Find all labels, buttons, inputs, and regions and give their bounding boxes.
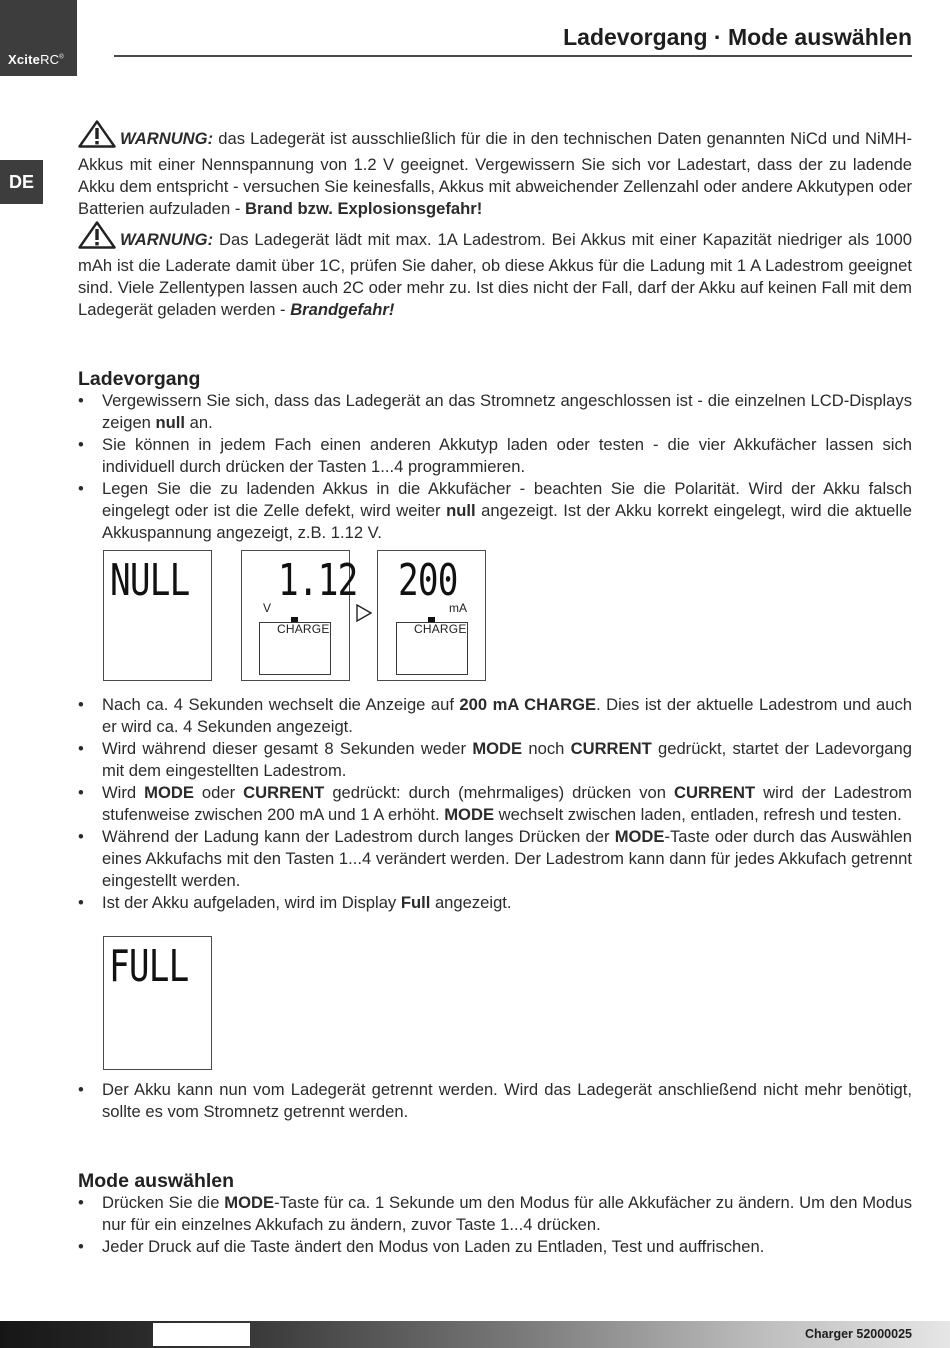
- lcd-value: 1.12: [278, 555, 358, 606]
- lcd-unit: mA: [449, 601, 467, 615]
- list-item: • Der Akku kann nun vom Ladegerät getrennt werden. Wird das Ladegerät anschließend nicht mehr benötigt, sollte es vom Stromnetz getrennt werden.: [78, 1079, 912, 1123]
- warning-label: WARNUNG:: [120, 230, 214, 249]
- bullet-list: [78, 390, 912, 544]
- warning-block-1: [78, 120, 912, 220]
- list-item: • Wird während dieser gesamt 8 Sekunden weder MODE noch CURRENT gedrückt, startet der Ladevorgang mit dem eingestellten Ladestrom.: [78, 738, 912, 782]
- brand-logo: [0, 0, 77, 76]
- lcd-display-null: [103, 550, 212, 681]
- lcd-value: FULL: [109, 941, 189, 992]
- section-heading: Ladevorgang: [78, 368, 201, 390]
- list-item: • Jeder Druck auf die Taste ändert den Modus von Laden zu Entladen, Test und auffrischen.: [78, 1236, 912, 1258]
- list-item: • Vergewissern Sie sich, dass das Ladegerät an das Stromnetz angeschlossen ist - die einzelnen LCD-Displays zeigen null an.: [78, 390, 912, 434]
- lcd-value: NULL: [110, 555, 190, 606]
- brand-name: XciteRC®: [8, 52, 64, 67]
- warning-triangle-icon: [78, 221, 116, 255]
- footer-product: Charger 52000025: [804, 1327, 912, 1341]
- list-item: • Sie können in jedem Fach einen anderen Akkutyp laden oder testen - die vier Akkufächer lassen sich individuell durch drücken der Tasten 1...4 programmieren.: [78, 434, 912, 478]
- section-ladevorgang-steps: [78, 694, 912, 914]
- footer-page-marker: [153, 1323, 250, 1346]
- section-ladevorgang-end: [78, 1079, 912, 1123]
- list-item: • Nach ca. 4 Sekunden wechselt die Anzeige auf 200 mA CHARGE. Dies ist der aktuelle Ladestrom und auch er wird ca. 4 Sekunden angezeigt.: [78, 694, 912, 738]
- lcd-value: 200: [398, 555, 458, 606]
- warning-block-2: [78, 221, 912, 321]
- bullet-list: [78, 1079, 912, 1123]
- lcd-unit: V: [263, 601, 272, 615]
- list-item: • Legen Sie die zu ladenden Akkus in die Akkufächer - beachten Sie die Polarität. Wird der Akku falsch eingelegt oder ist die Zelle defekt, wird weiter null angezeigt. Ist der Akku korrekt eingelegt, wird die aktuelle Akkuspannung angezeigt, z.B. 1.12 V.: [78, 478, 912, 544]
- page-title: Ladevorgang · Mode auswählen: [563, 24, 912, 50]
- list-item: • Ist der Akku aufgeladen, wird im Display Full angezeigt.: [78, 892, 912, 914]
- warning-emphasis: Brandgefahr!: [290, 300, 395, 319]
- list-item: • Wird MODE oder CURRENT gedrückt: durch (mehrmaliges) drücken von CURRENT wird der Ladestrom stufenweise zwischen 200 mA und 1 A erhöht. MODE wechselt zwischen laden, entladen, refresh und testen.: [78, 782, 912, 826]
- warning-label: WARNUNG:: [120, 129, 214, 148]
- warning-triangle-icon: [78, 120, 116, 154]
- lcd-display-current: [377, 550, 486, 681]
- section-mode: [78, 1170, 912, 1258]
- lcd-charge-label: CHARGE: [414, 622, 467, 636]
- header-divider: [114, 55, 912, 57]
- section-heading: Mode auswählen: [78, 1170, 235, 1192]
- list-item: • Drücken Sie die MODE-Taste für ca. 1 Sekunde um den Modus für alle Akkufächer zu ändern. Um den Modus nur für ein einzelnes Akkufach zu ändern, zuvor Taste 1...4 drücken.: [78, 1192, 912, 1236]
- warning-text: Das Ladegerät lädt mit max. 1A Ladestrom. Bei Akkus mit einer Kapazität niedriger als 1000 mAh ist die Laderate damit über 1C, prüfen Sie daher, ob diese Akkus für die Ladung mit 1 A Ladestrom geeignet sind. Viele Zellentypen lassen auch 2C oder mehr zu. Ist dies nicht der Fall, darf der Akku auf keinen Fall mit dem Ladegerät geladen werden -: [78, 230, 912, 319]
- language-tab: DE: [0, 160, 43, 204]
- warning-text: das Ladegerät ist ausschließlich für die in den technischen Daten genannten NiCd und NiMH-Akkus mit einer Nennspannung von 1.2 V geeignet. Vergewissern Sie sich vor Ladestart, dass der zu ladende Akku dem entspricht - versuchen Sie keinesfalls, Akkus mit abweichender Zellenzahl oder andere Akkutypen oder Batterien aufzuladen -: [78, 129, 912, 218]
- lcd-display-full: [103, 936, 212, 1070]
- warning-emphasis: Brand bzw. Explosionsgefahr!: [244, 199, 483, 218]
- arrow-right-icon: [356, 604, 372, 627]
- list-item: • Während der Ladung kann der Ladestrom durch langes Drücken der MODE-Taste oder durch das Auswählen eines Akkufachs mit den Tasten 1...4 verändert werden. Der Ladestrom kann dann für jedes Akkufach getrennt eingestellt werden.: [78, 826, 912, 892]
- bullet-list: [78, 694, 912, 914]
- section-ladevorgang: [78, 368, 912, 544]
- bullet-list: [78, 1192, 912, 1258]
- lcd-charge-label: CHARGE: [277, 622, 330, 636]
- lcd-display-voltage: [241, 550, 358, 681]
